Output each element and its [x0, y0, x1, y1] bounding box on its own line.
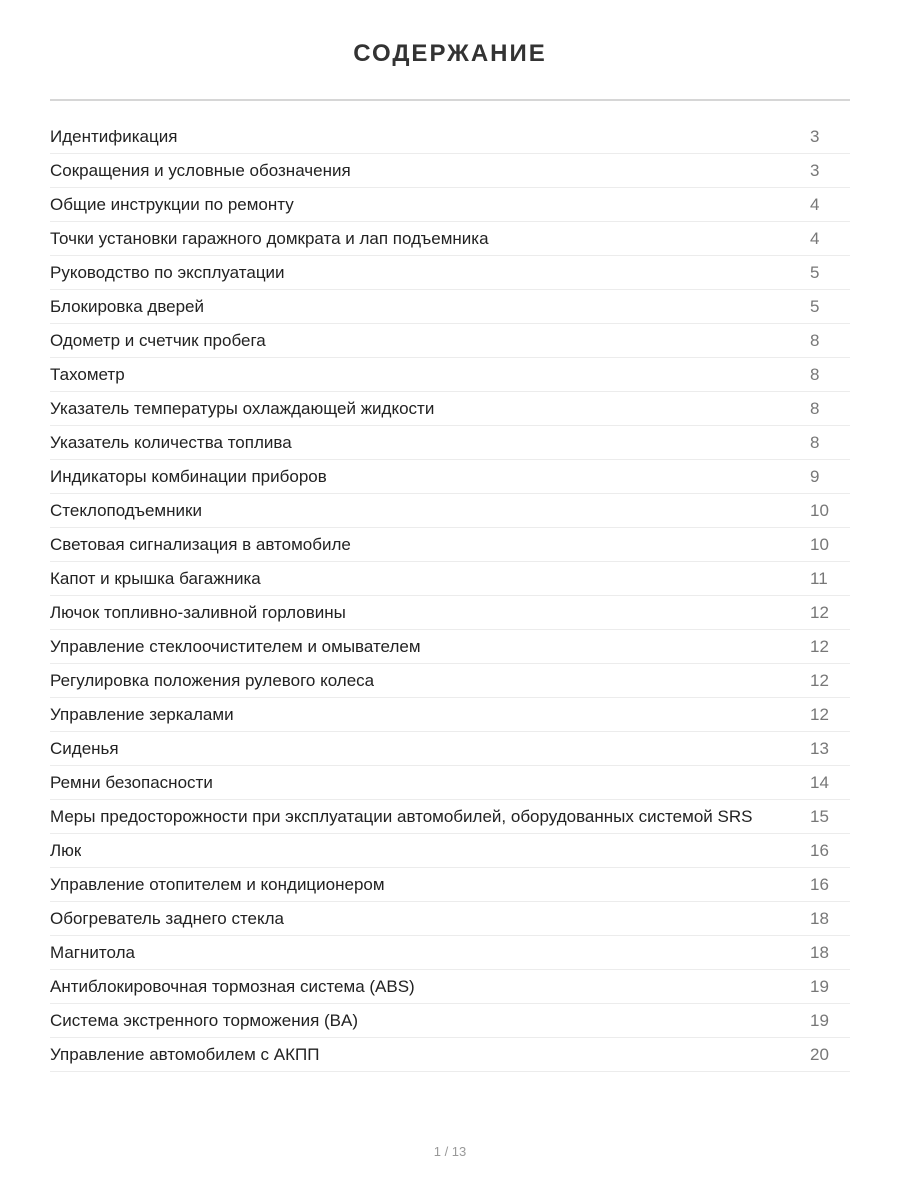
toc-entry-page-number: 19 — [810, 1010, 829, 1030]
toc-entry[interactable] — [50, 664, 850, 698]
toc-entry-page-number: 12 — [810, 670, 829, 690]
toc-entry-title[interactable]: Люк — [50, 840, 82, 860]
toc-entry-title[interactable]: Световая сигнализация в автомобиле — [50, 534, 351, 554]
toc-entry-title[interactable]: Индикаторы комбинации приборов — [50, 466, 327, 486]
toc-entry-page-number: 3 — [810, 126, 820, 146]
toc-entry[interactable] — [50, 324, 850, 358]
toc-entry[interactable] — [50, 120, 850, 154]
toc-entry-title[interactable]: Стеклоподъемники — [50, 500, 202, 520]
toc-entry-page-number: 8 — [810, 330, 820, 350]
toc-entry-title[interactable]: Управление стеклоочистителем и омывателем — [50, 636, 421, 656]
toc-entry-page-number: 14 — [810, 772, 829, 792]
toc-entry[interactable] — [50, 494, 850, 528]
toc-entry-page-number: 4 — [810, 228, 820, 248]
toc-entry-page-number: 13 — [810, 738, 829, 758]
toc-entry[interactable] — [50, 528, 850, 562]
toc-entry[interactable] — [50, 902, 850, 936]
toc-entry-page-number: 10 — [810, 534, 829, 554]
toc-entry[interactable] — [50, 222, 850, 256]
toc-entry-page-number: 19 — [810, 976, 829, 996]
toc-entry-title[interactable]: Регулировка положения рулевого колеса — [50, 670, 375, 690]
toc-entry-page-number: 5 — [810, 262, 820, 282]
toc-entry[interactable] — [50, 1038, 850, 1072]
toc-entry[interactable] — [50, 800, 850, 834]
toc-entry-title[interactable]: Управление зеркалами — [50, 704, 234, 724]
toc-entry[interactable] — [50, 630, 850, 664]
toc-entry-page-number: 18 — [810, 942, 829, 962]
toc-entry[interactable] — [50, 562, 850, 596]
toc-entry-page-number: 16 — [810, 840, 829, 860]
toc-entry-page-number: 18 — [810, 908, 829, 928]
toc-entry-title[interactable]: Руководство по эксплуатации — [50, 262, 285, 282]
toc-entry-title[interactable]: Управление автомобилем с АКПП — [50, 1044, 320, 1064]
toc-entry[interactable] — [50, 970, 850, 1004]
toc-entry-title[interactable]: Указатель количества топлива — [50, 432, 292, 452]
toc-entry-page-number: 9 — [810, 466, 820, 486]
toc-entry-title[interactable]: Система экстренного торможения (BA) — [50, 1010, 359, 1030]
toc-entry-page-number: 8 — [810, 398, 820, 418]
title-divider — [50, 99, 850, 101]
toc-entry-title[interactable]: Обогреватель заднего стекла — [50, 908, 284, 928]
toc-entry-title[interactable]: Общие инструкции по ремонту — [50, 194, 294, 214]
toc-entry-title[interactable]: Меры предосторожности при эксплуатации автомобилей, оборудованных системой SRS — [50, 806, 753, 826]
toc-entry[interactable] — [50, 766, 850, 800]
toc-entry-title[interactable]: Блокировка дверей — [50, 296, 205, 316]
toc-entry[interactable] — [50, 426, 850, 460]
toc-entry-title[interactable]: Капот и крышка багажника — [50, 568, 261, 588]
toc-entry-page-number: 16 — [810, 874, 829, 894]
toc-entry-page-number: 8 — [810, 432, 820, 452]
toc-entry-title[interactable]: Магнитола — [50, 942, 135, 962]
toc-entry-title[interactable]: Антиблокировочная тормозная система (ABS) — [50, 976, 415, 996]
toc-entry-title[interactable]: Одометр и счетчик пробега — [50, 330, 266, 350]
toc-entry[interactable] — [50, 1004, 850, 1038]
toc-entry-page-number: 4 — [810, 194, 820, 214]
toc-entry-page-number: 12 — [810, 704, 829, 724]
toc-entry-title[interactable]: Указатель температуры охлаждающей жидкости — [50, 398, 435, 418]
toc-entry[interactable] — [50, 256, 850, 290]
toc-entry[interactable] — [50, 154, 850, 188]
page-indicator: 1 / 13 — [433, 1144, 467, 1159]
toc-entry[interactable] — [50, 868, 850, 902]
table-of-contents — [50, 120, 850, 1072]
toc-entry[interactable] — [50, 188, 850, 222]
toc-entry-title[interactable]: Лючок топливно-заливной горловины — [50, 602, 346, 622]
toc-entry[interactable] — [50, 698, 850, 732]
toc-entry-page-number: 5 — [810, 296, 820, 316]
toc-entry-title[interactable]: Точки установки гаражного домкрата и лап подъемника — [50, 228, 489, 248]
toc-entry[interactable] — [50, 358, 850, 392]
toc-entry-page-number: 20 — [810, 1044, 829, 1064]
toc-entry[interactable] — [50, 936, 850, 970]
toc-entry-page-number: 10 — [810, 500, 829, 520]
toc-entry[interactable] — [50, 834, 850, 868]
toc-entry-page-number: 3 — [810, 160, 820, 180]
toc-entry-title[interactable]: Идентификация — [50, 126, 178, 146]
toc-entry-title[interactable]: Сиденья — [50, 738, 119, 758]
toc-entry-page-number: 8 — [810, 364, 820, 384]
toc-entry-page-number: 12 — [810, 636, 829, 656]
toc-entry-page-number: 15 — [810, 806, 829, 826]
toc-entry-title[interactable]: Тахометр — [50, 364, 125, 384]
toc-entry-title[interactable]: Сокращения и условные обозначения — [50, 160, 351, 180]
toc-entry-title[interactable]: Ремни безопасности — [50, 772, 213, 792]
toc-entry[interactable] — [50, 392, 850, 426]
toc-entry[interactable] — [50, 460, 850, 494]
toc-entry[interactable] — [50, 596, 850, 630]
toc-entry-title[interactable]: Управление отопителем и кондиционером — [50, 874, 385, 894]
page-title: СОДЕРЖАНИЕ — [353, 40, 547, 67]
toc-entry[interactable] — [50, 732, 850, 766]
toc-entry-page-number: 12 — [810, 602, 829, 622]
toc-entry-page-number: 11 — [810, 568, 828, 588]
toc-entry[interactable] — [50, 290, 850, 324]
